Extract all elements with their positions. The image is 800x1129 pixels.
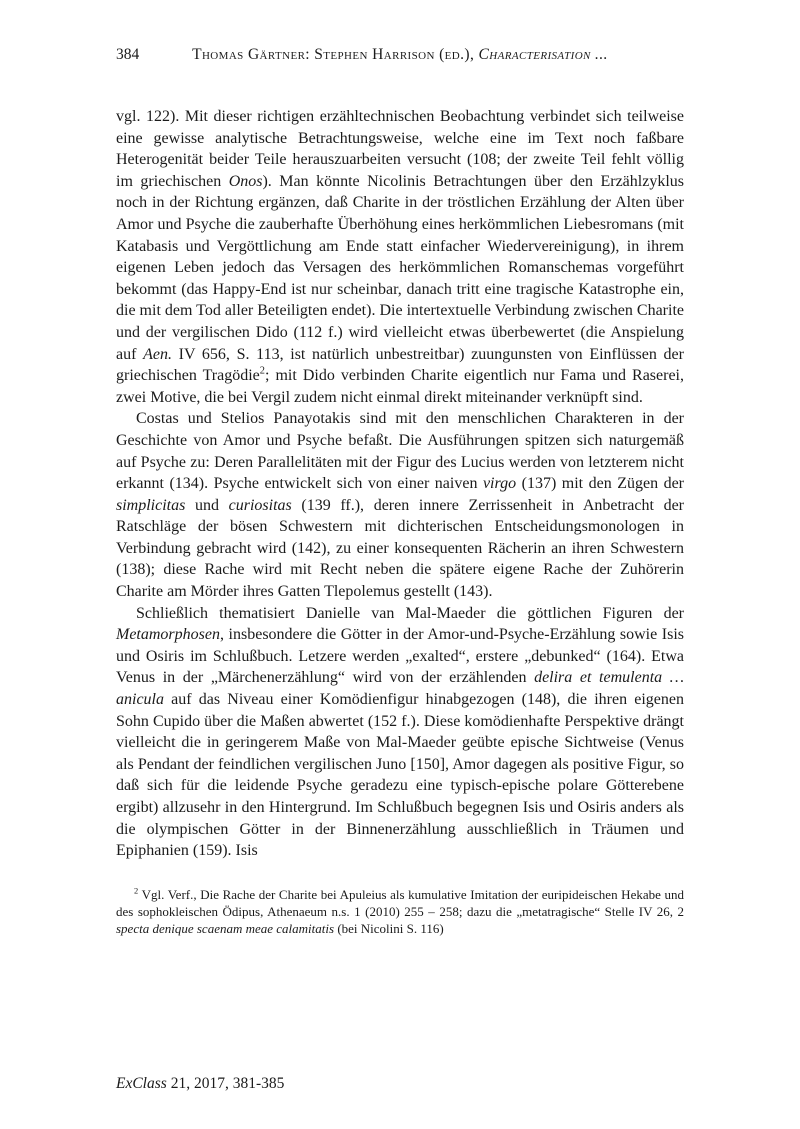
body-paragraph-1: vgl. 122). Mit dieser richtigen erzähltechnischen Beobachtung verbindet sich teilweise eine gewisse analytische Betrachtungsweise, welche eine im Text noch faßbare Heterogenität beider Teile herauszuarbeiten versucht (108; der zweite Teil fehlt völlig im griechischen Onos). Man könnte Nicolinis Betrachtungen über den Erzählzyklus noch in der Richtung ergänzen, daß Charite in der tröstlichen Erzählung der Alten über Amor und Psyche die zauberhafte Überhöhung eines herkömmlichen Liebesromans (mit Katabasis und Vergöttlichung am Ende statt einfacher Wiedervereinigung), in ihrem eigenen Leben jedoch das Versagen des herkömmlichen Romanschemas vorgeführt bekommt (das Happy-End ist nur scheinbar, danach tritt eine tragische Katastrophe ein, die mit dem Tod aller Beteiligten endet). Die intertextuelle Verbindung zwischen Charite und der vergilischen Dido (112 f.) wird vielleicht etwas überbewertet (die Anspielung auf Aen. IV 656, S. 113, ist natürlich unbestreitbar) zuungunsten von Einflüssen der griechischen Tragödie$^2$; mit Dido verbinden Charite eigentlich nur Fama und Raserei, zwei Motive, die bei Vergil zudem nicht einmal direkt miteinander verknüpft sind. — [116, 108, 684, 406]
body-paragraph-2: Costas und Stelios Panayotakis sind mit den menschlichen Charakteren in der Geschichte von Amor und Psyche befaßt. Die Ausführungen spitzen sich naturgemäß auf Psyche zu: Deren Parallelitäten mit der Figur des Lucius werden von letzterem nicht erkannt (134). Psyche entwickelt sich von einer naiven virgo (137) mit den Zügen der simplicitas und curiositas (139 ff.), deren innere Zerrissenheit in Anbetracht der Ratschläge der bösen Schwestern mit dichterischen Entscheidungsmonologen in Verbindung gebracht wird (142), zu einer konsequenten Rächerin an ihren Schwestern (138); diese Rache wird mit Recht neben die spätere eigene Rache der Zuhörerin Charite am Mörder ihres Gatten Tlepolemus gestellt (143). — [116, 410, 685, 601]
body-text — [116, 106, 684, 862]
footnote: $^2$ Vgl. Verf., Die Rache der Charite bei Apuleius als kumulative Imitation der euripideischen Hekabe und des sophokleischen Ödipus, Athenaeum n.s. 1 (2010) 255 – 258; dazu die „metatragische“ Stelle IV 26, 2 specta denique scaenam meae calamitatis (bei Nicolini S. 116) — [116, 885, 684, 936]
running-header — [116, 46, 684, 66]
journal-citation-footer: ExClass 21, 2017, 381-385 — [116, 1075, 285, 1092]
body-paragraph-3: Schließlich thematisiert Danielle van Mal-Maeder die göttlichen Figuren der Metamorphosen, insbesondere die Götter in der Amor-und-Psyche-Erzählung sowie Isis und Osiris im Schlußbuch. Letzere werden „exalted“, erstere „debunked“ (164). Etwa Venus in der „Märchenerzählung“ wird von der erzählenden delira et temulenta … anicula auf das Niveau einer Komödienfigur hinabgezogen (148), die ihren eigenen Sohn Cupido über die Maßen abwertet (152 f.). Diese komödienhafte Perspektive drängt vielleicht die in geringerem Maße von Mal-Maeder geübte epische Sichtweise (Venus als Pendant der feindlichen vergilischen Juno [150], Amor dagegen als positive Figur, so daß sich für die leidende Psyche geradezu eine typisch-epische polare Götterebene ergibt) allzusehr in den Hintergrund. Im Schlußbuch begegnen Isis und Osiris anders als die olympischen Götter in der Binnenerzählung ausschließlich in Träumen und Epiphanien (159). Isis — [116, 604, 684, 860]
running-title: Thomas Gärtner: Stephen Harrison (ed.), Characterisation ... — [192, 46, 608, 63]
page-number: 384 — [116, 46, 140, 63]
